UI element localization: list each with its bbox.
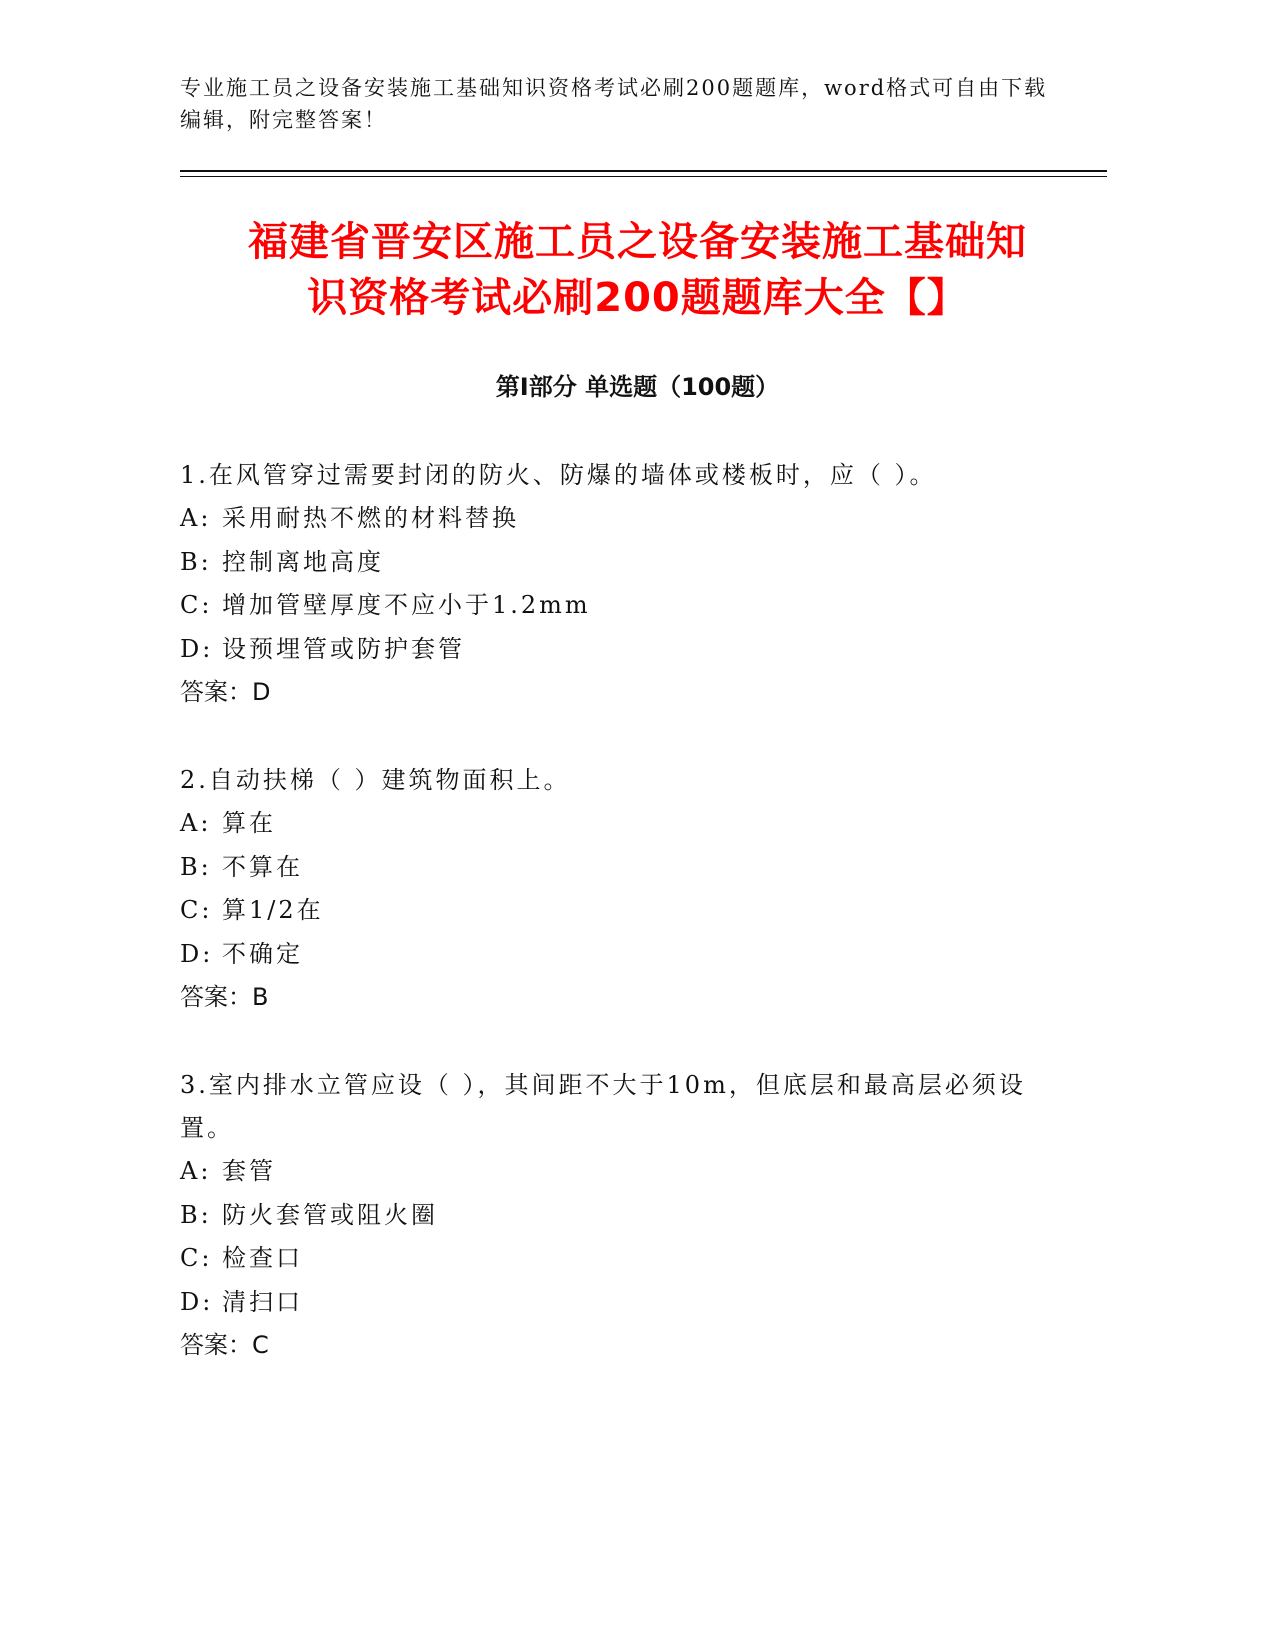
option-text: 算在 xyxy=(222,809,276,837)
option-letter: A: xyxy=(180,809,212,837)
option-text: 设预埋管或防护套管 xyxy=(222,634,465,663)
question-3 xyxy=(180,1064,1060,1368)
option-c xyxy=(180,1237,1060,1281)
option-letter: D: xyxy=(180,634,214,663)
option-text: 防火套管或阻火圈 xyxy=(222,1200,438,1229)
option-letter: C: xyxy=(180,896,213,924)
header-note: 专业施工员之设备安装施工基础知识资格考试必刷200题题库，word格式可自由下载编辑，附完整答案！ xyxy=(180,76,1048,132)
answer: 答案：D xyxy=(180,678,271,706)
option-a xyxy=(180,802,1060,846)
option-c xyxy=(180,584,1060,628)
option-c xyxy=(180,889,1060,933)
option-letter: D: xyxy=(180,939,214,968)
option-text: 算1/2在 xyxy=(222,896,324,924)
option-letter: B: xyxy=(180,1200,212,1229)
option-d xyxy=(180,1281,1060,1325)
option-a xyxy=(180,1150,1060,1194)
title-line-1: 福建省晋安区施工员之设备安装施工基础知 xyxy=(248,219,1027,265)
option-letter: D: xyxy=(180,1287,214,1316)
option-letter: C: xyxy=(180,591,213,619)
header-rule-thin xyxy=(180,176,1107,177)
document-title xyxy=(180,214,1095,326)
option-d xyxy=(180,628,1060,672)
option-letter: A: xyxy=(180,1157,212,1185)
option-d xyxy=(180,933,1060,977)
option-a xyxy=(180,497,1060,541)
title-line-2: 识资格考试必刷200题题库大全【】 xyxy=(307,275,968,321)
option-letter: A: xyxy=(180,504,212,532)
option-b xyxy=(180,1194,1060,1238)
section-title: 第Ⅰ部分 单选题（100题） xyxy=(495,373,780,401)
option-text: 不确定 xyxy=(222,939,303,968)
answer: 答案：C xyxy=(180,1331,269,1359)
question-stem: 2.自动扶梯（ ）建筑物面积上。 xyxy=(180,766,571,794)
option-letter: B: xyxy=(180,852,212,881)
question-stem: 1.在风管穿过需要封闭的防火、防爆的墙体或楼板时，应（ ）。 xyxy=(180,461,937,489)
option-text: 控制离地高度 xyxy=(222,547,384,576)
option-b xyxy=(180,541,1060,585)
question-1 xyxy=(180,454,1060,715)
option-text: 套管 xyxy=(222,1157,276,1185)
option-text: 不算在 xyxy=(222,852,303,881)
option-text: 增加管壁厚度不应小于1.2mm xyxy=(222,591,591,619)
header-rule-thick xyxy=(180,170,1107,172)
question-2 xyxy=(180,759,1060,1020)
option-text: 清扫口 xyxy=(222,1287,303,1316)
option-text: 检查口 xyxy=(222,1244,303,1272)
option-letter: C: xyxy=(180,1244,213,1272)
answer: 答案：B xyxy=(180,983,269,1011)
option-letter: B: xyxy=(180,547,212,576)
option-text: 采用耐热不燃的材料替换 xyxy=(222,504,519,532)
question-stem: 3.室内排水立管应设（ ），其间距不大于10m，但底层和最高层必须设置。 xyxy=(180,1071,1026,1142)
option-b xyxy=(180,846,1060,890)
